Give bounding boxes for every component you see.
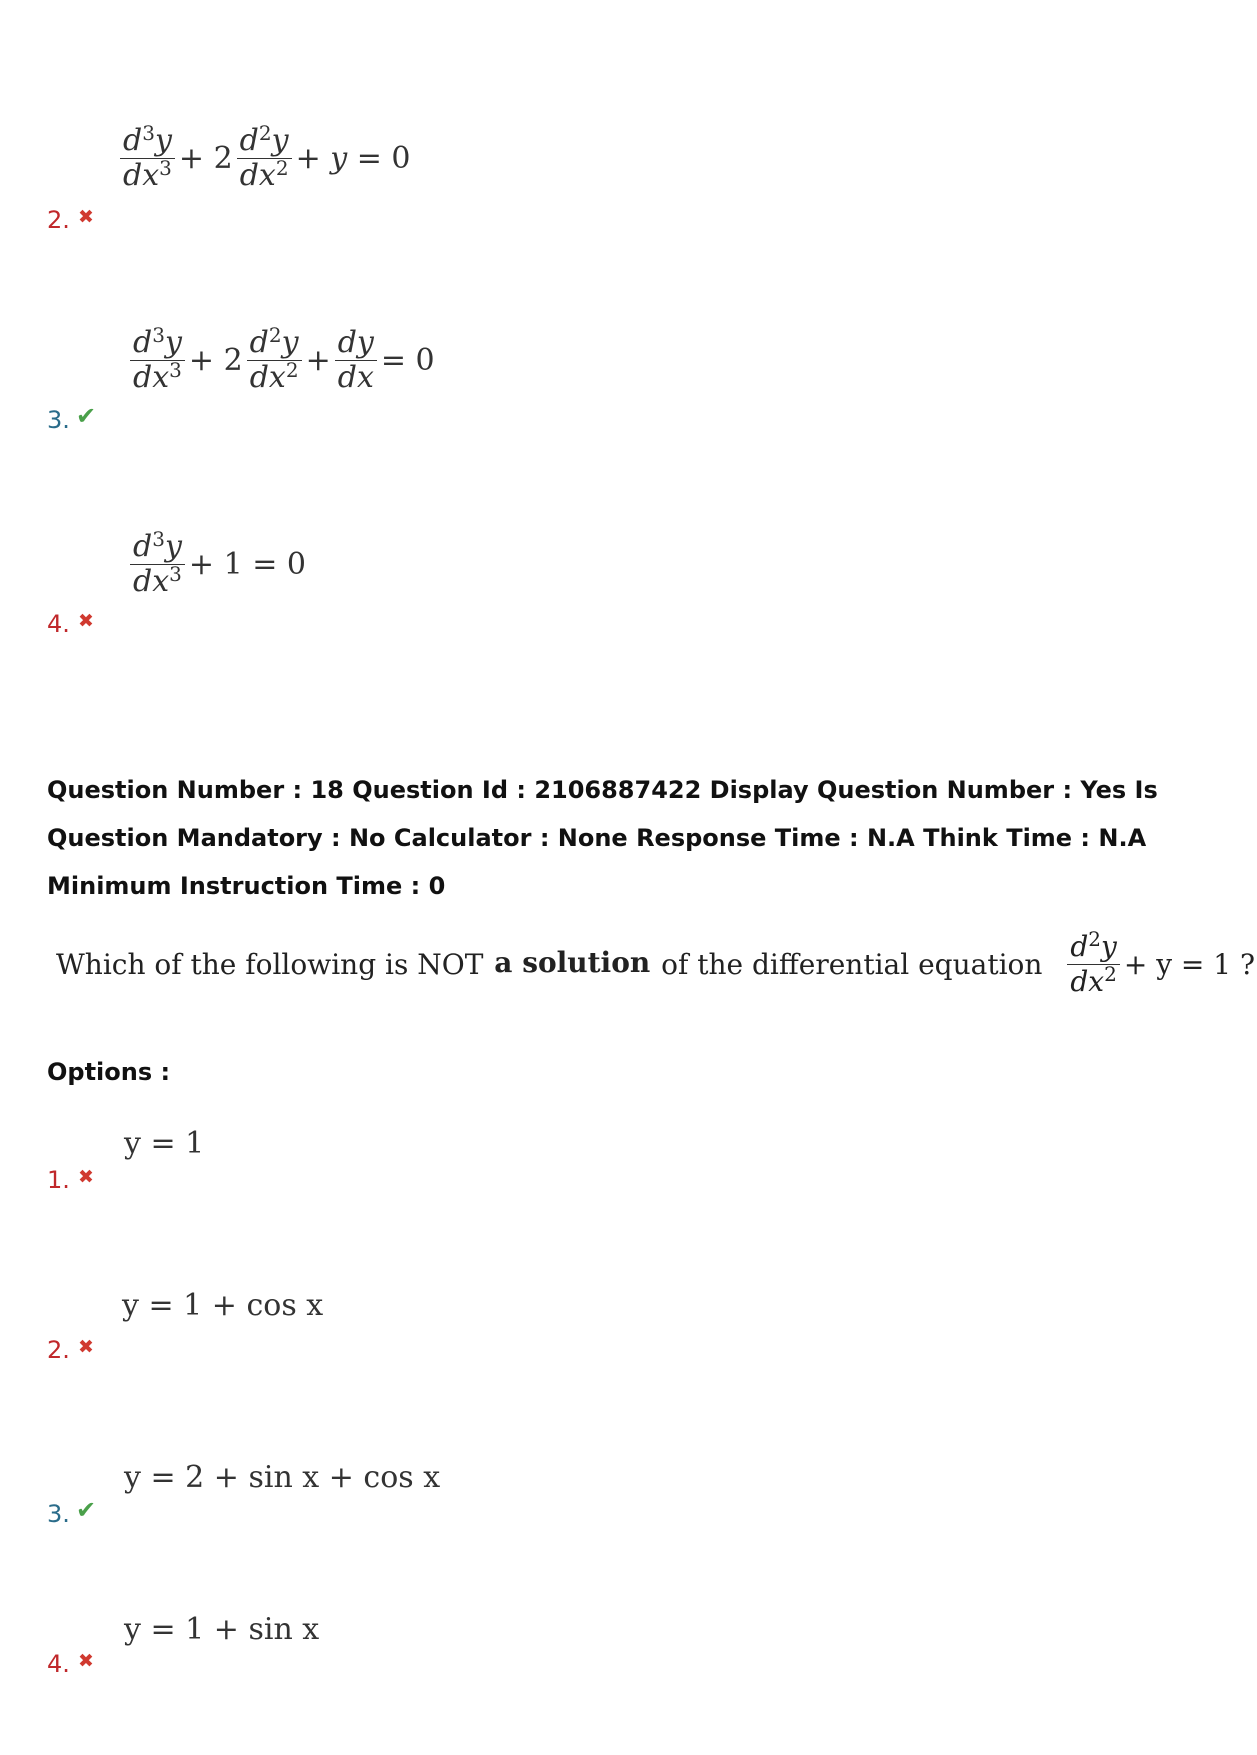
check-icon: ✔ (76, 1496, 97, 1524)
question-text-bold: a solution (494, 946, 651, 979)
option-equation: $\frac{d^3y}{dx^3}$ + 1 = 0 (128, 530, 308, 599)
cross-icon: ✖ (78, 1166, 94, 1188)
option-number: 1. (47, 1166, 70, 1194)
check-icon: ✔ (76, 402, 97, 430)
cross-icon: ✖ (78, 206, 94, 228)
question-equation-fraction: $\frac{d^2y}{dx^2}$ (1067, 930, 1120, 999)
cross-icon: ✖ (78, 1650, 94, 1672)
option-expression: y = 1 + cos x (122, 1288, 324, 1323)
option-number: 3. (47, 1500, 70, 1528)
option-expression: y = 1 (124, 1126, 205, 1161)
question-text-end: of the differential equation (652, 948, 1043, 981)
options-label: Options : (47, 1058, 171, 1086)
option-expression: y = 2 + sin x + cos x (124, 1460, 441, 1495)
question-text (54, 927, 1257, 999)
question-equation-tail: + y = 1 ? (1123, 948, 1255, 981)
question-text-start: Which of the following is NOT (56, 948, 493, 981)
option-number: 2. (47, 206, 70, 234)
question-meta: Question Number : 18 Question Id : 2106887422 Display Question Number : Yes Is Question Mandatory : No Calculator : None Response Time : N.A Think Time : N.A Minimum Instruction Time : 0 (47, 776, 1158, 900)
option-expression: y = 1 + sin x (124, 1612, 320, 1647)
cross-icon: ✖ (78, 610, 94, 632)
option-equation: $\frac{d^3y}{dx^3}$ + 2 $\frac{d^2y}{dx^2}$ + y = 0 (118, 124, 413, 193)
option-number: 2. (47, 1336, 70, 1364)
option-number: 4. (47, 1650, 70, 1678)
option-number: 4. (47, 610, 70, 638)
option-number: 3. (47, 406, 70, 434)
cross-icon: ✖ (78, 1336, 94, 1358)
option-equation: $\frac{d^3y}{dx^3}$ + 2 $\frac{d^2y}{dx^2}$ + $\frac{dy}{dx}$ = 0 (128, 326, 437, 395)
